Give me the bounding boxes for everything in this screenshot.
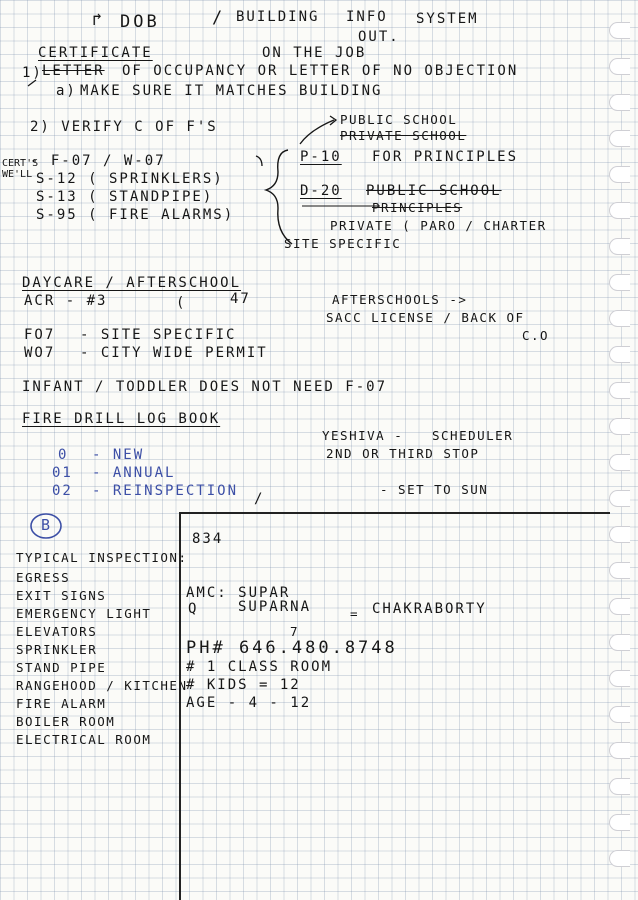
header-out: OUT.	[358, 29, 400, 45]
checklist-item: BOILER ROOM	[16, 714, 116, 729]
drill-code-desc: - ANNUAL	[92, 465, 176, 481]
kids-count: # KIDS = 12	[186, 677, 301, 693]
p10-code: P-10	[300, 149, 342, 165]
contact-first-name: SUPARNA	[238, 599, 312, 615]
cert-item: - F-07 / W-07	[30, 153, 166, 169]
principles-struck: PRINCIPLES	[372, 200, 463, 215]
circle-b	[31, 514, 61, 538]
struck-word-letter: LETTER	[42, 63, 105, 79]
drill-code: 02	[52, 483, 73, 499]
drill-code: 01	[52, 465, 73, 481]
record-number: 834	[192, 531, 224, 547]
amc-line: AMC: SUPAR	[186, 585, 291, 601]
public-school-label: PUBLIC SCHOOL	[340, 112, 458, 127]
checklist-item: SPRINKLER	[16, 642, 98, 657]
tick-mark	[28, 80, 36, 86]
yeshiva-label: YESHIVA -	[322, 428, 404, 443]
verify-line: 2) VERIFY C OF F'S	[30, 119, 218, 135]
header-info: INFO	[346, 9, 388, 25]
phone-number: PH# 646.480.8748	[186, 638, 398, 658]
f07-description: - SITE SPECIFIC	[80, 327, 237, 343]
margin-note: CERT'S WE'LL	[2, 158, 39, 180]
occupancy-line: OF OCCUPANCY OR LETTER OF NO OBJECTION	[122, 63, 519, 79]
d20-code: D-20	[300, 183, 342, 199]
drill-code-desc: - NEW	[92, 447, 145, 463]
item-number-1: 1)	[22, 65, 43, 81]
checklist-item: STAND PIPE	[16, 660, 107, 675]
private-charter-line: PRIVATE ( PARO / CHARTER	[330, 218, 547, 233]
age-range: AGE - 4 - 12	[186, 695, 312, 711]
certificate-label: CERTIFICATE	[38, 45, 153, 61]
drill-code: 0	[58, 447, 69, 463]
classroom-count: # 1 CLASS ROOM	[186, 659, 333, 675]
acr-number: ACR - #3	[24, 293, 108, 309]
w07-description: - CITY WIDE PERMIT	[80, 345, 268, 361]
header-system: SYSTEM	[416, 11, 479, 27]
comma-mark	[256, 156, 262, 166]
bracket-left	[266, 150, 292, 244]
checklist-item: ELECTRICAL ROOM	[16, 732, 152, 747]
infant-toddler-line: INFANT / TODDLER DOES NOT NEED F-07	[22, 379, 388, 395]
open-paren: (	[176, 295, 187, 311]
w07-label: WO7	[24, 345, 56, 361]
p10-description: FOR PRINCIPLES	[372, 149, 519, 165]
scheduler-label: SCHEDULER	[432, 428, 514, 443]
checklist-title: TYPICAL INSPECTION:	[16, 550, 188, 565]
cert-item: S-13 ( STANDPIPE)	[36, 189, 214, 205]
co-label: C.O	[522, 328, 550, 343]
private-school-struck: PRIVATE SCHOOL	[340, 128, 467, 143]
name-prefix: Q	[188, 601, 199, 617]
header-dob: DOB	[120, 12, 160, 32]
checklist-item: EXIT SIGNS	[16, 588, 107, 603]
number-47: 47	[230, 291, 251, 307]
sub-item-a: a)	[56, 83, 77, 99]
checklist-item: EGRESS	[16, 570, 71, 585]
arrow-to-public-school	[300, 120, 334, 144]
checklist-item: ELEVATORS	[16, 624, 98, 639]
drill-code-desc: - REINSPECTION	[92, 483, 239, 499]
contact-surname: CHAKRABORTY	[372, 601, 487, 617]
checklist-item: EMERGENCY LIGHT	[16, 606, 152, 621]
name-separator: =	[350, 606, 360, 621]
header-separator: /	[212, 8, 226, 28]
second-third-stop: 2ND OR THIRD STOP	[326, 446, 480, 461]
phone-correction: 7	[290, 624, 300, 639]
sacc-license-line: SACC LICENSE / BACK OF	[326, 310, 525, 325]
d20-struck-public-school: PUBLIC SCHOOL	[366, 183, 502, 199]
on-the-job-label: ON THE JOB	[262, 45, 367, 61]
checklist-item: RANGEHOOD / KITCHEN	[16, 678, 188, 693]
checklist-item: FIRE ALARM	[16, 696, 107, 711]
header-arrow: ↱	[92, 10, 106, 30]
site-specific-label: SITE SPECIFIC	[284, 236, 402, 251]
fire-drill-heading: FIRE DRILL LOG BOOK	[22, 411, 221, 427]
daycare-heading: DAYCARE / AFTERSCHOOL	[22, 275, 242, 291]
set-to-sun: - SET TO SUN	[380, 482, 489, 497]
cert-item: S-12 ( SPRINKLERS)	[36, 171, 224, 187]
afterschools-label: AFTERSCHOOLS ->	[332, 292, 468, 307]
header-building: BUILDING	[236, 9, 320, 25]
f07-label: FO7	[24, 327, 56, 343]
cert-item: S-95 ( FIRE ALARMS)	[36, 207, 235, 223]
match-building-line: MAKE SURE IT MATCHES BUILDING	[80, 83, 383, 99]
stray-slash: /	[254, 491, 265, 507]
section-b-letter: B	[41, 516, 51, 534]
